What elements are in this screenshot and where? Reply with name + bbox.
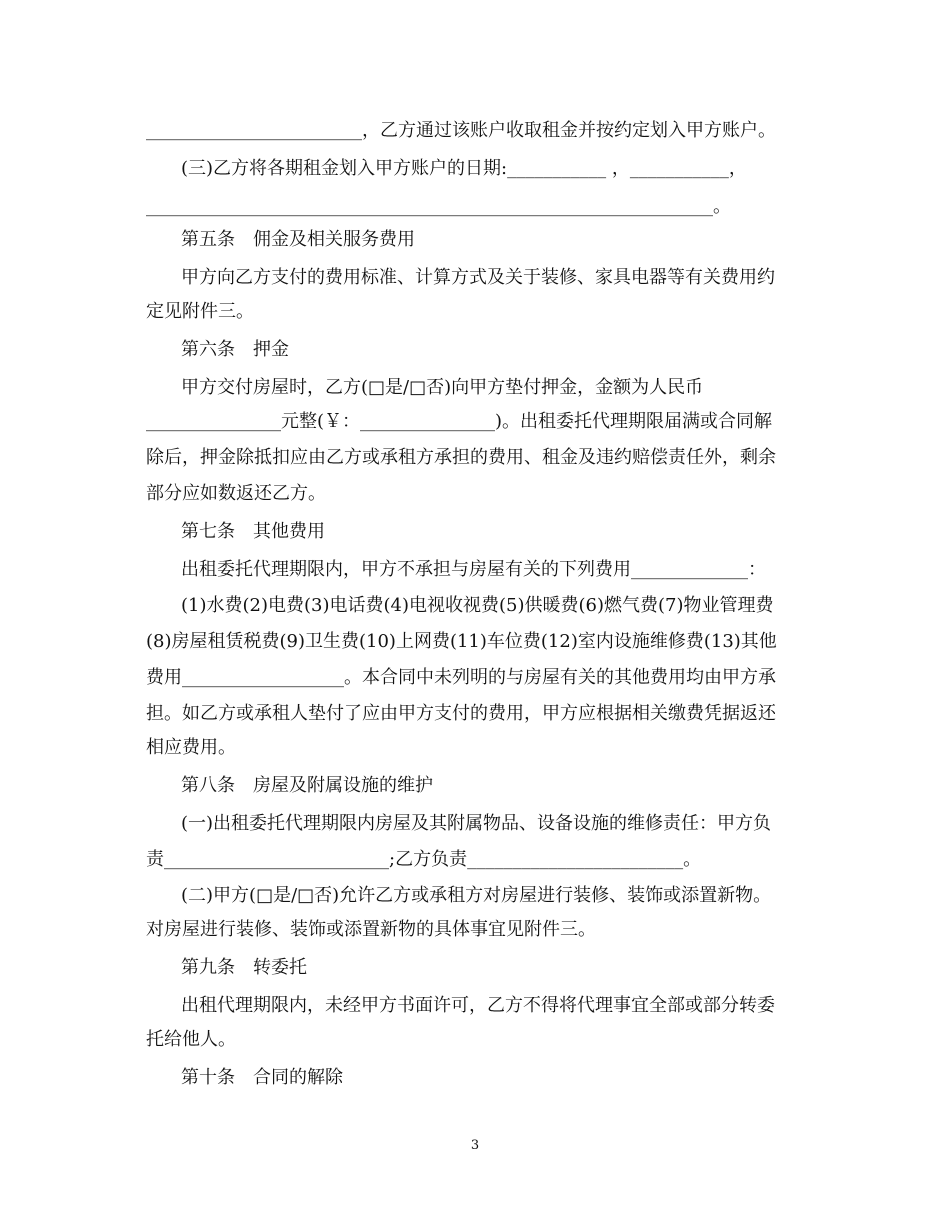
text-line: (一)出租委托代理期限内房屋及其附属物品、设备设施的维修责任：甲方负 <box>181 813 772 834</box>
text-line: 定见附件三。 <box>146 301 254 322</box>
text-line: 费用__________________。本合同中未列明的与房屋有关的其他费用均由甲方承 <box>146 667 776 688</box>
section-heading: 第八条 房屋及附属设施的维护 <box>181 775 433 796</box>
section-heading: 第六条 押金 <box>181 339 289 360</box>
text-line: 责_________________________;乙方负责________________________。 <box>146 849 702 870</box>
text-line: 相应费用。 <box>146 737 236 758</box>
section-heading: 第九条 转委托 <box>181 957 307 978</box>
text-line: 甲方向乙方支付的费用标准、计算方式及关于装修、家具电器等有关费用约 <box>181 267 775 288</box>
text-line: (1)水费(2)电费(3)电话费(4)电视收视费(5)供暖费(6)燃气费(7)物业管理费 <box>181 595 774 616</box>
text-line: 担。如乙方或承租人垫付了应由甲方支付的费用，甲方应根据相关缴费凭据返还 <box>146 703 776 724</box>
text-line: (8)房屋租赁税费(9)卫生费(10)上网费(11)车位费(12)室内设施维修费(13)其他 <box>146 631 777 652</box>
text-line: 托给他人。 <box>146 1029 236 1050</box>
text-line: 部分应如数返还乙方。 <box>146 483 326 504</box>
text-line: _______________________________________________________________。 <box>146 196 731 217</box>
text-line: 甲方交付房屋时，乙方(□是/□否)向甲方垫付押金，金额为人民币 <box>181 377 704 398</box>
section-heading: 第十条 合同的解除 <box>181 1067 343 1088</box>
section-heading: 第七条 其他费用 <box>181 521 325 542</box>
text-line: 除后，押金除抵扣应由乙方或承租方承担的费用、租金及违约赔偿责任外，剩余 <box>146 447 776 468</box>
text-line: (三)乙方将各期租金划入甲方账户的日期:___________ ，___________， <box>181 158 747 179</box>
section-heading: 第五条 佣金及相关服务费用 <box>181 229 415 250</box>
text-line: 出租代理期限内，未经甲方书面许可，乙方不得将代理事宜全部或部分转委 <box>181 995 775 1016</box>
text-line: _______________元整(￥：_______________)。出租委托代理期限届满或合同解 <box>146 411 773 432</box>
text-line: ________________________，乙方通过该账户收取租金并按约定划入甲方账户。 <box>146 120 776 141</box>
text-line: 出租委托代理期限内，甲方不承担与房屋有关的下列费用_____________： <box>181 559 766 580</box>
page-number: 3 <box>470 1138 480 1153</box>
text-line: (二)甲方(□是/□否)允许乙方或承租方对房屋进行装修、装饰或添置新物。 <box>181 885 772 906</box>
text-line: 对房屋进行装修、装饰或添置新物的具体事宜见附件三。 <box>146 919 596 940</box>
